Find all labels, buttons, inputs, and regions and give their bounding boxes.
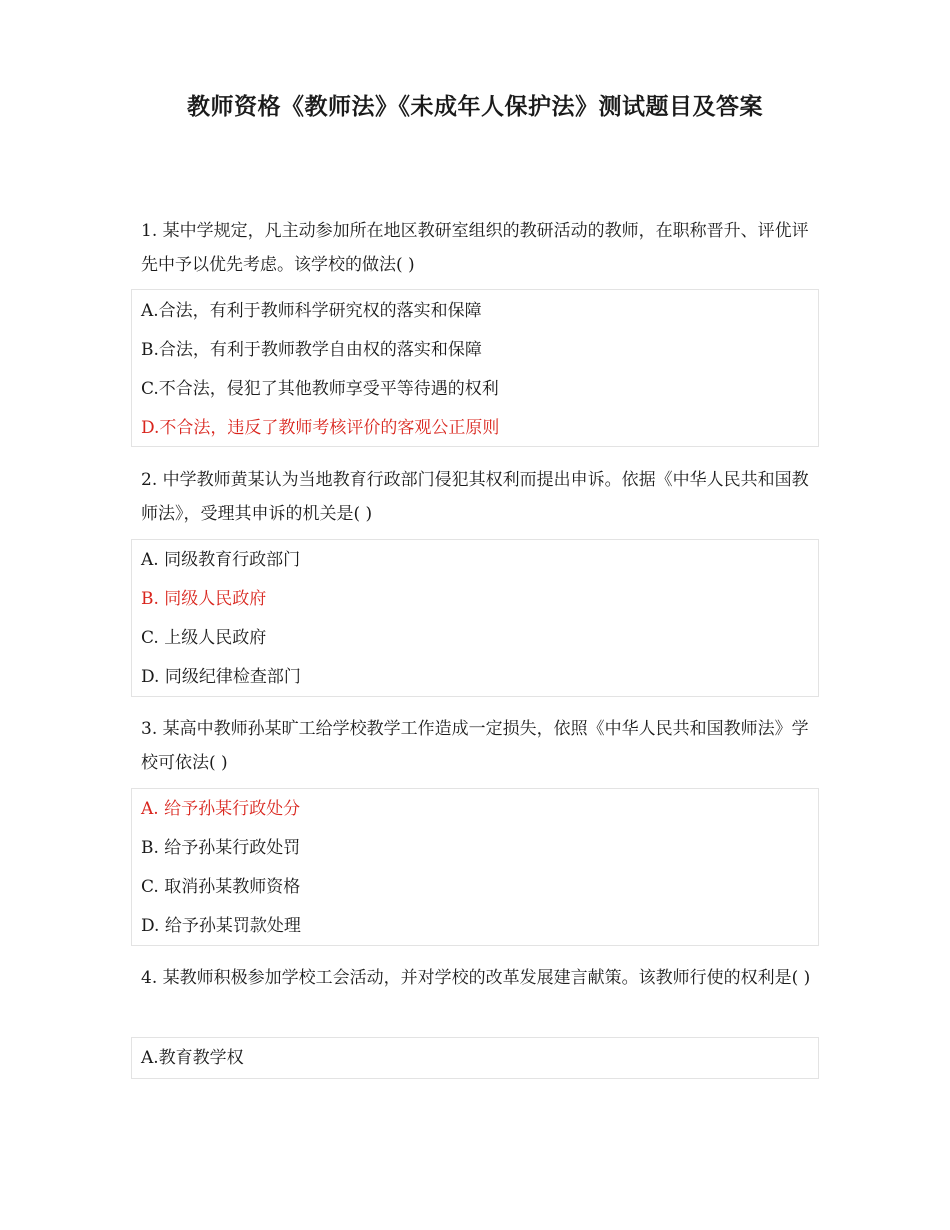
question-2-option-a: A. 同级教育行政部门 xyxy=(141,550,301,570)
question-2-option-b-answer: B. 同级人民政府 xyxy=(141,589,267,609)
question-4-option-a: A.教育教学权 xyxy=(141,1048,244,1068)
question-1-options xyxy=(131,289,819,447)
document-title: 教师资格《教师法》《未成年人保护法》测试题目及答案 xyxy=(187,94,763,120)
question-2-options xyxy=(131,539,819,697)
question-1-option-a: A.合法，有利于教师科学研究权的落实和保障 xyxy=(141,301,482,321)
question-1-option-c: C.不合法，侵犯了其他教师享受平等待遇的权利 xyxy=(141,379,499,399)
question-3-option-d: D. 给予孙某罚款处理 xyxy=(141,916,301,936)
question-2-stem: 2. 中学教师黄某认为当地教育行政部门侵犯其权利而提出申诉。依据《中华人民共和国教师法》，受理其申诉的机关是( ) xyxy=(141,470,809,524)
question-1-option-b: B.合法，有利于教师教学自由权的落实和保障 xyxy=(141,340,482,360)
question-4-options xyxy=(131,1037,819,1079)
question-1-option-d-answer: D.不合法，违反了教师考核评价的客观公正原则 xyxy=(141,418,500,438)
question-1-stem: 1. 某中学规定，凡主动参加所在地区教研室组织的教研活动的教师，在职称晋升、评优评先中予以优先考虑。该学校的做法( ) xyxy=(141,221,809,275)
question-3-option-c: C. 取消孙某教师资格 xyxy=(141,877,301,897)
question-3-option-b: B. 给予孙某行政处罚 xyxy=(141,838,301,858)
question-3-options xyxy=(131,788,819,946)
question-4-stem: 4. 某教师积极参加学校工会活动，并对学校的改革发展建言献策。该教师行使的权利是( ) xyxy=(141,968,811,988)
question-2-option-d: D. 同级纪律检查部门 xyxy=(141,667,301,687)
question-3-stem: 3. 某高中教师孙某旷工给学校教学工作造成一定损失，依照《中华人民共和国教师法》学校可依法( ) xyxy=(141,719,809,773)
question-3-option-a-answer: A. 给予孙某行政处分 xyxy=(141,799,301,819)
question-2-option-c: C. 上级人民政府 xyxy=(141,628,267,648)
